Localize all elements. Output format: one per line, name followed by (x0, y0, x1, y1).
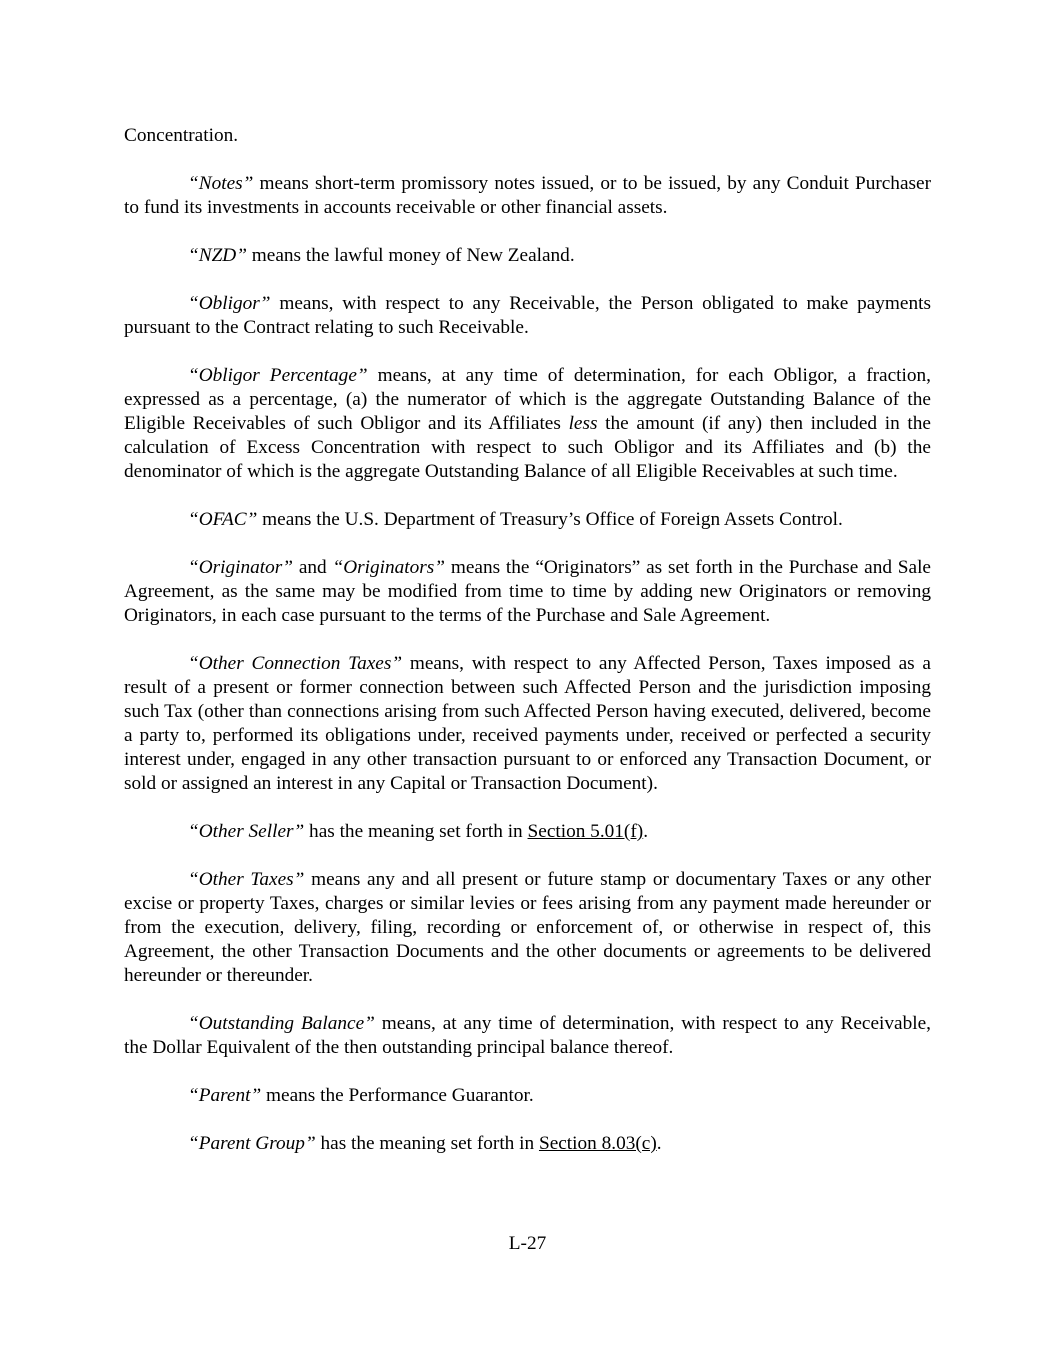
definition-text: has the meaning set forth in (304, 821, 528, 842)
defined-term: “Parent” (188, 1085, 262, 1106)
section-reference-link[interactable]: Section 8.03(c) (538, 1133, 657, 1154)
trailing-punctuation: . (643, 821, 649, 842)
defined-term: “Other Seller” (188, 821, 305, 842)
definition-other-connection-taxes (124, 652, 931, 796)
trailing-punctuation: . (656, 1133, 662, 1154)
definition-text: means the “Originators” as set forth in the Purchase and Sale Agreement, as the same may be modified from time to time by adding new Originators or removing Originators, in each case pursuant to the terms of the Purchase and Sale Agreement. (124, 557, 931, 626)
defined-term: “NZD” (188, 245, 247, 266)
section-reference-link[interactable]: Section 5.01(f) (527, 821, 644, 842)
emphasis-less: less (568, 413, 598, 434)
definition-text: means any and all present or future stamp or documentary Taxes or any other excise or property Taxes, charges or similar levies or fees arising from any payment made hereunder or from the execution, delivery, filing, recording or enforcement of, or otherwise in respect of, this Agreement, the other Transaction Documents and the other documents or agreements to be delivered hereunder or thereunder. (124, 869, 931, 986)
definition-text: means the lawful money of New Zealand. (246, 245, 575, 266)
page-number: L-27 (508, 1233, 547, 1254)
defined-term: “Other Connection Taxes” (188, 653, 403, 674)
definition-notes (124, 172, 931, 220)
definition-text: means the Performance Guarantor. (261, 1085, 534, 1106)
definition-text: means, with respect to any Receivable, the Person obligated to make payments pursuant to the Contract relating to such Receivable. (124, 293, 931, 338)
definition-text: means the U.S. Department of Treasury’s Office of Foreign Assets Control. (257, 509, 843, 530)
continuation-text: Concentration. (124, 125, 239, 146)
term-joiner: and (293, 557, 333, 578)
definition-text: means short-term promissory notes issued, or to be issued, by any Conduit Purchaser to fund its investments in accounts receivable or other financial assets. (124, 173, 931, 218)
defined-term: “OFAC” (188, 509, 258, 530)
definition-other-taxes (124, 868, 931, 988)
defined-term: “Originator” (188, 557, 294, 578)
defined-term: “Originators” (332, 557, 446, 578)
defined-term: “Parent Group” (188, 1133, 316, 1154)
defined-term: “Notes” (188, 173, 254, 194)
definition-text: means, with respect to any Affected Person, Taxes imposed as a result of a present or former connection between such Affected Person and the jurisdiction imposing such Tax (other than connections arising from such Affected Person having executed, delivered, become a party to, performed its obligations under, received payments under, received or perfected a security interest under, engaged in any other transaction pursuant to or enforced any Transaction Document, or sold or assigned an interest in any Capital or Transaction Document). (124, 653, 931, 794)
definition-text: means, at any time of determination, for each Obligor, a fraction, expressed as a percentage, (a) the numerator of which is the aggregate Outstanding Balance of the Eligible Receivables of such Obligor and its Affiliates (124, 365, 931, 434)
definition-parent-group (124, 1132, 931, 1156)
defined-term: “Outstanding Balance” (188, 1013, 375, 1034)
defined-term: “Other Taxes” (188, 869, 305, 890)
definition-obligor (124, 292, 931, 340)
definition-text: the amount (if any) then included in the calculation of Excess Concentration with respect to such Obligor and its Affiliates and (b) the denominator of which is the aggregate Outstanding Balance of all Eligible Receivables at such time. (124, 413, 931, 482)
definition-ofac (124, 508, 931, 532)
definition-text: has the meaning set forth in (315, 1133, 539, 1154)
definition-text: means, at any time of determination, with respect to any Receivable, the Dollar Equivalent of the then outstanding principal balance thereof. (124, 1013, 931, 1058)
definition-parent (124, 1084, 931, 1108)
defined-term: “Obligor” (188, 293, 271, 314)
definition-other-seller (124, 820, 931, 844)
definition-obligor-percentage (124, 364, 931, 484)
defined-term: “Obligor Percentage” (188, 365, 368, 386)
definition-nzd (124, 244, 931, 268)
definition-originator (124, 556, 931, 628)
document-page (124, 124, 931, 1180)
definition-outstanding-balance (124, 1012, 931, 1060)
